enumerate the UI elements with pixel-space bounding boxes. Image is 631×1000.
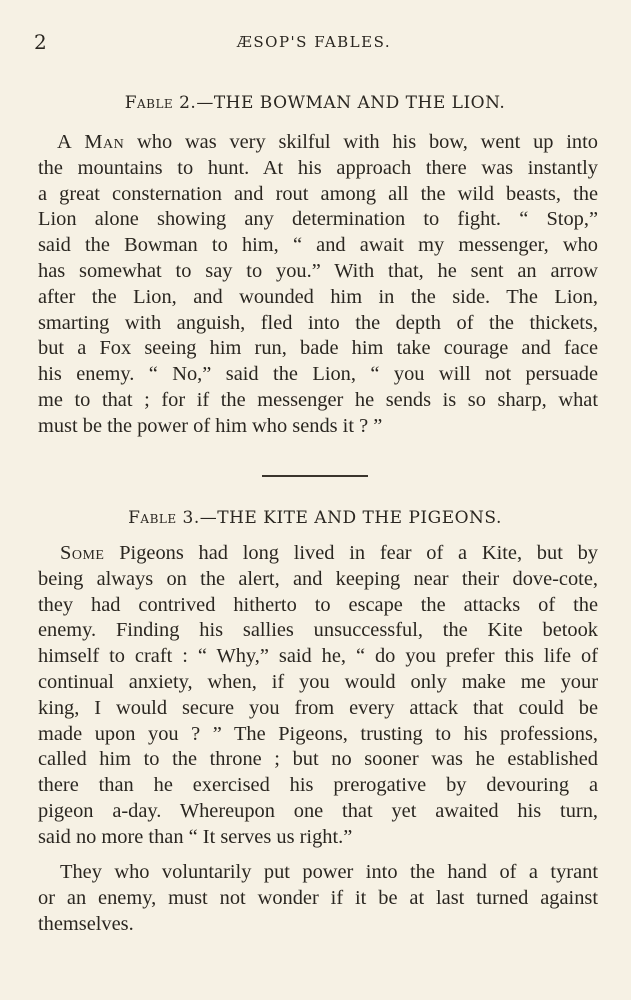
text-line: there than he exercised his prerogative by devouring a — [38, 774, 598, 797]
fable-3-heading: —THE KITE AND THE PIGEONS. — [199, 508, 502, 528]
running-head: ÆSOP'S FABLES. — [236, 33, 392, 51]
page-number: 2 — [34, 30, 47, 54]
fable-2-label: Fable 2. — [124, 93, 197, 113]
text-line: said no more than “ It serves us right.” — [38, 825, 353, 848]
drop-word: Some — [60, 542, 105, 564]
text-line: Lion alone showing any determination to fight. “ Stop,” — [38, 208, 598, 231]
text-line: continual anxiety, when, if you would only make me your — [38, 670, 598, 693]
text-line: or an enemy, must not wonder if it be at last turned against — [38, 886, 598, 909]
text-line: a great consternation and rout among all the wild beasts, the — [38, 182, 598, 205]
text-line: the mountains to hunt. At his approach there was instantly — [38, 156, 598, 179]
text-line: said the Bowman to him, “ and await my messenger, who — [38, 234, 598, 257]
text-line: pigeon a-day. Whereupon one that yet awaited his turn, — [38, 799, 598, 822]
fable-3-title — [30, 508, 600, 528]
fable-3-moral — [38, 860, 598, 937]
text-line: king, I would secure you from every attack that could be — [38, 696, 598, 719]
text-line: his enemy. “ No,” said the Lion, “ you will not persuade — [38, 363, 598, 386]
text-line: smarting with anguish, fled into the depth of the thickets, — [38, 311, 598, 334]
text-line: but a Fox seeing him run, bade him take courage and face — [38, 337, 598, 360]
text-line: they had contrived hitherto to escape the attacks of the — [38, 593, 598, 616]
text-line: must be the power of him who sends it ? ” — [38, 414, 383, 437]
page-header — [34, 30, 594, 56]
text-line: made upon you ? ” The Pigeons, trusting to his professions, — [38, 722, 598, 745]
section-divider — [262, 475, 368, 477]
fable-2-heading: —THE BOWMAN AND THE LION. — [196, 93, 506, 113]
fable-3-body — [38, 541, 598, 851]
text-line: has somewhat to say to you.” With that, he sent an arrow — [38, 259, 598, 282]
text-line: being always on the alert, and keeping near their dove-cote, — [38, 567, 598, 590]
text-line: himself to craft : “ Why,” said he, “ do you prefer this life of — [38, 645, 598, 668]
text-line: after the Lion, and wounded him in the side. The Lion, — [38, 285, 598, 308]
text-line: themselves. — [38, 912, 134, 935]
text-line: A Man who was very skilful with his bow, went up into — [57, 131, 598, 153]
text-line: me to that ; for if the messenger he sends is so sharp, what — [38, 388, 598, 411]
fable-2-body — [38, 130, 598, 440]
text-line: Some Pigeons had long lived in fear of a Kite, but by — [60, 542, 598, 564]
text-line: enemy. Finding his sallies unsuccessful, the Kite betook — [38, 619, 598, 642]
text-line: called him to the throne ; but no sooner was he established — [38, 748, 598, 771]
drop-word: A Man — [57, 131, 125, 153]
text-line: They who voluntarily put power into the hand of a tyrant — [60, 861, 598, 883]
fable-2-title — [30, 93, 600, 113]
fable-3-label: Fable 3. — [128, 508, 200, 528]
